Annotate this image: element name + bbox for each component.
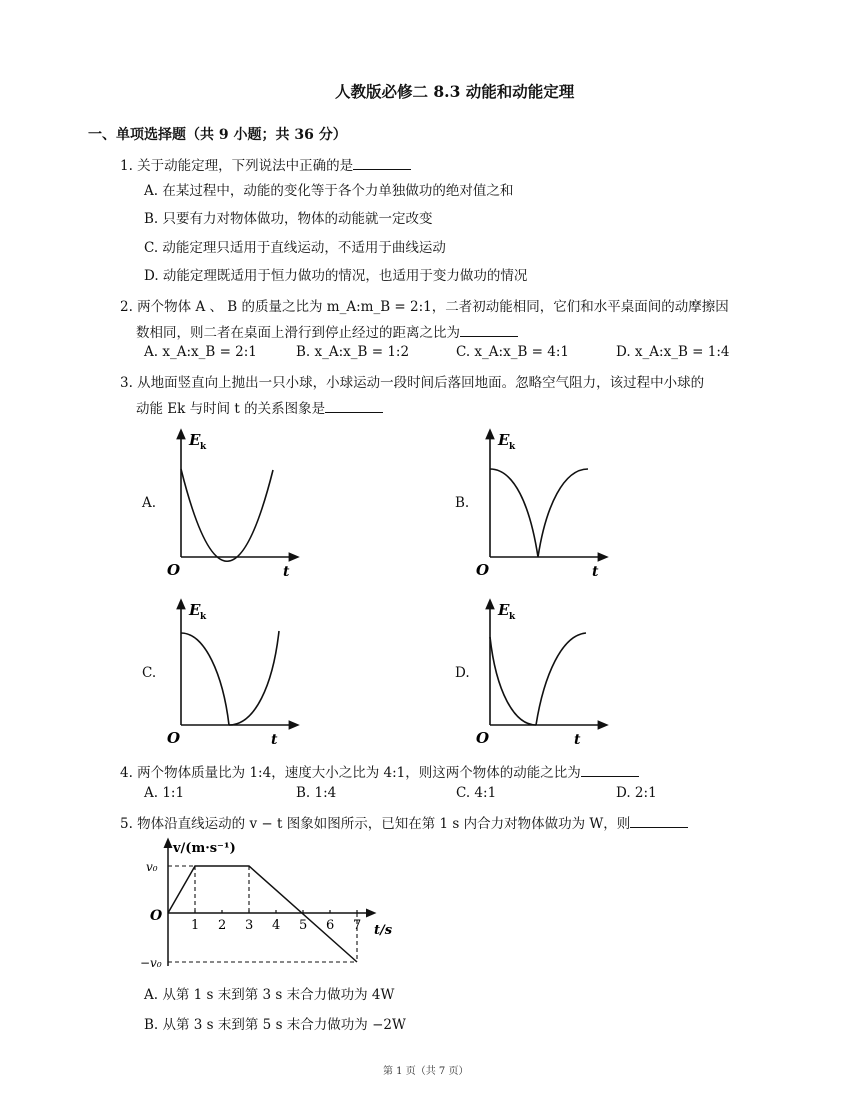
svg-text:3: 3	[245, 918, 254, 933]
vt-line	[168, 866, 357, 962]
axis-x-label: t	[271, 732, 278, 748]
svg-text:6: 6	[326, 918, 335, 933]
axis-y-subscript: k	[509, 612, 516, 622]
ek-curve-falling	[181, 633, 229, 725]
question-2-option-c: C. x_A:x_B = 4:1	[456, 344, 569, 360]
answer-blank	[460, 322, 518, 337]
section-heading: 一、单项选择题（共 9 小题；共 36 分）	[88, 127, 347, 143]
axis-x-label: t	[574, 732, 581, 748]
question-1-option-b: B. 只要有力对物体做功，物体的动能就一定改变	[144, 211, 433, 227]
svg-text:2: 2	[218, 918, 227, 933]
question-3-stem-line1: 3. 从地面竖直向上抛出一只小球，小球运动一段时间后落回地面。忽略空气阻力，该过程中小球的	[120, 375, 705, 391]
origin-label: O	[150, 908, 163, 924]
neg-v0-label: −v₀	[140, 956, 162, 970]
axis-y-label: E	[498, 431, 510, 449]
axis-x-label: t	[592, 564, 599, 580]
question-1-text: 1. 关于动能定理，下列说法中正确的是	[120, 158, 354, 174]
v0-label: v₀	[146, 860, 158, 874]
origin-label: O	[167, 729, 181, 747]
question-1-stem	[120, 154, 411, 174]
question-5-option-a: A. 从第 1 s 末到第 3 s 末合力做功为 4W	[144, 987, 395, 1003]
answer-blank	[353, 155, 411, 170]
ek-curve	[181, 469, 273, 561]
axis-y-subscript: k	[509, 442, 516, 452]
ek-curve	[490, 469, 588, 557]
question-5-option-b: B. 从第 3 s 末到第 5 s 末合力做功为 −2W	[144, 1017, 406, 1033]
axis-y-label: E	[189, 431, 201, 449]
origin-label: O	[476, 729, 490, 747]
question-2-option-a: A. x_A:x_B = 2:1	[144, 344, 257, 360]
answer-blank	[630, 813, 688, 828]
t-tick-labels	[191, 918, 361, 933]
question-5-text: 5. 物体沿直线运动的 v − t 图象如图所示，已知在第 1 s 内合力对物体做功为 W，则	[120, 816, 631, 832]
axis-y-subscript: k	[200, 442, 207, 452]
question-2-option-b: B. x_A:x_B = 1:2	[296, 344, 410, 360]
graph-label-a: A.	[142, 495, 157, 511]
t-axis-label: t/s	[374, 923, 393, 938]
question-2-option-d: D. x_A:x_B = 1:4	[616, 344, 730, 360]
question-4-option-c: C. 4:1	[456, 785, 497, 801]
question-2-stem-line1: 2. 两个物体 A 、 B 的质量之比为 m_A:m_B = 2:1，二者初动能相同，它们和水平桌面间的动摩擦因	[120, 299, 729, 315]
graph-label-c: C.	[142, 665, 157, 681]
answer-blank	[581, 762, 639, 777]
question-3-stem-line2	[136, 397, 383, 417]
axis-x-label: t	[283, 564, 290, 580]
vt-graph	[140, 836, 415, 972]
question-2-stem-line2	[136, 321, 518, 341]
question-4-option-b: B. 1:4	[296, 785, 337, 801]
page-title: 人教版必修二 8.3 动能和动能定理	[335, 82, 575, 101]
axis-y-label: E	[189, 601, 201, 619]
graph-label-b: B.	[455, 495, 470, 511]
dashed-guides	[168, 866, 357, 962]
question-4-stem	[120, 761, 639, 781]
origin-label: O	[476, 561, 490, 579]
graph-b	[474, 425, 609, 580]
question-1-option-a: A. 在某过程中，动能的变化等于各个力单独做功的绝对值之和	[144, 183, 514, 199]
question-4-text: 4. 两个物体质量比为 1:4，速度大小之比为 4:1，则这两个物体的动能之比为	[120, 765, 581, 781]
origin-label: O	[167, 561, 181, 579]
answer-blank	[325, 398, 383, 413]
ek-curve-rising	[536, 633, 586, 725]
svg-text:7: 7	[353, 918, 362, 933]
question-2-text: 数相同，则二者在桌面上滑行到停止经过的距离之比为	[136, 325, 460, 341]
axis-y-subscript: k	[200, 612, 207, 622]
ek-curve-rising	[229, 631, 279, 725]
graph-a	[165, 425, 300, 580]
graph-d	[474, 595, 609, 750]
v-axis-label: v/(m·s⁻¹)	[173, 841, 236, 856]
page-footer: 第 1 页（共 7 页）	[383, 1066, 469, 1077]
question-4-option-d: D. 2:1	[616, 785, 657, 801]
question-1-option-c: C. 动能定理只适用于直线运动，不适用于曲线运动	[144, 240, 446, 256]
question-1-option-d: D. 动能定理既适用于恒力做功的情况，也适用于变力做功的情况	[144, 268, 528, 284]
svg-text:4: 4	[272, 918, 281, 933]
question-4-option-a: A. 1:1	[144, 785, 185, 801]
graph-label-d: D.	[455, 665, 470, 681]
question-3-text: 动能 Ek 与时间 t 的关系图象是	[136, 401, 326, 417]
question-5-stem	[120, 812, 688, 832]
svg-text:1: 1	[191, 918, 200, 933]
ek-curve-falling	[490, 637, 536, 725]
axis-y-label: E	[498, 601, 510, 619]
svg-text:5: 5	[299, 918, 308, 933]
graph-c	[165, 595, 300, 750]
